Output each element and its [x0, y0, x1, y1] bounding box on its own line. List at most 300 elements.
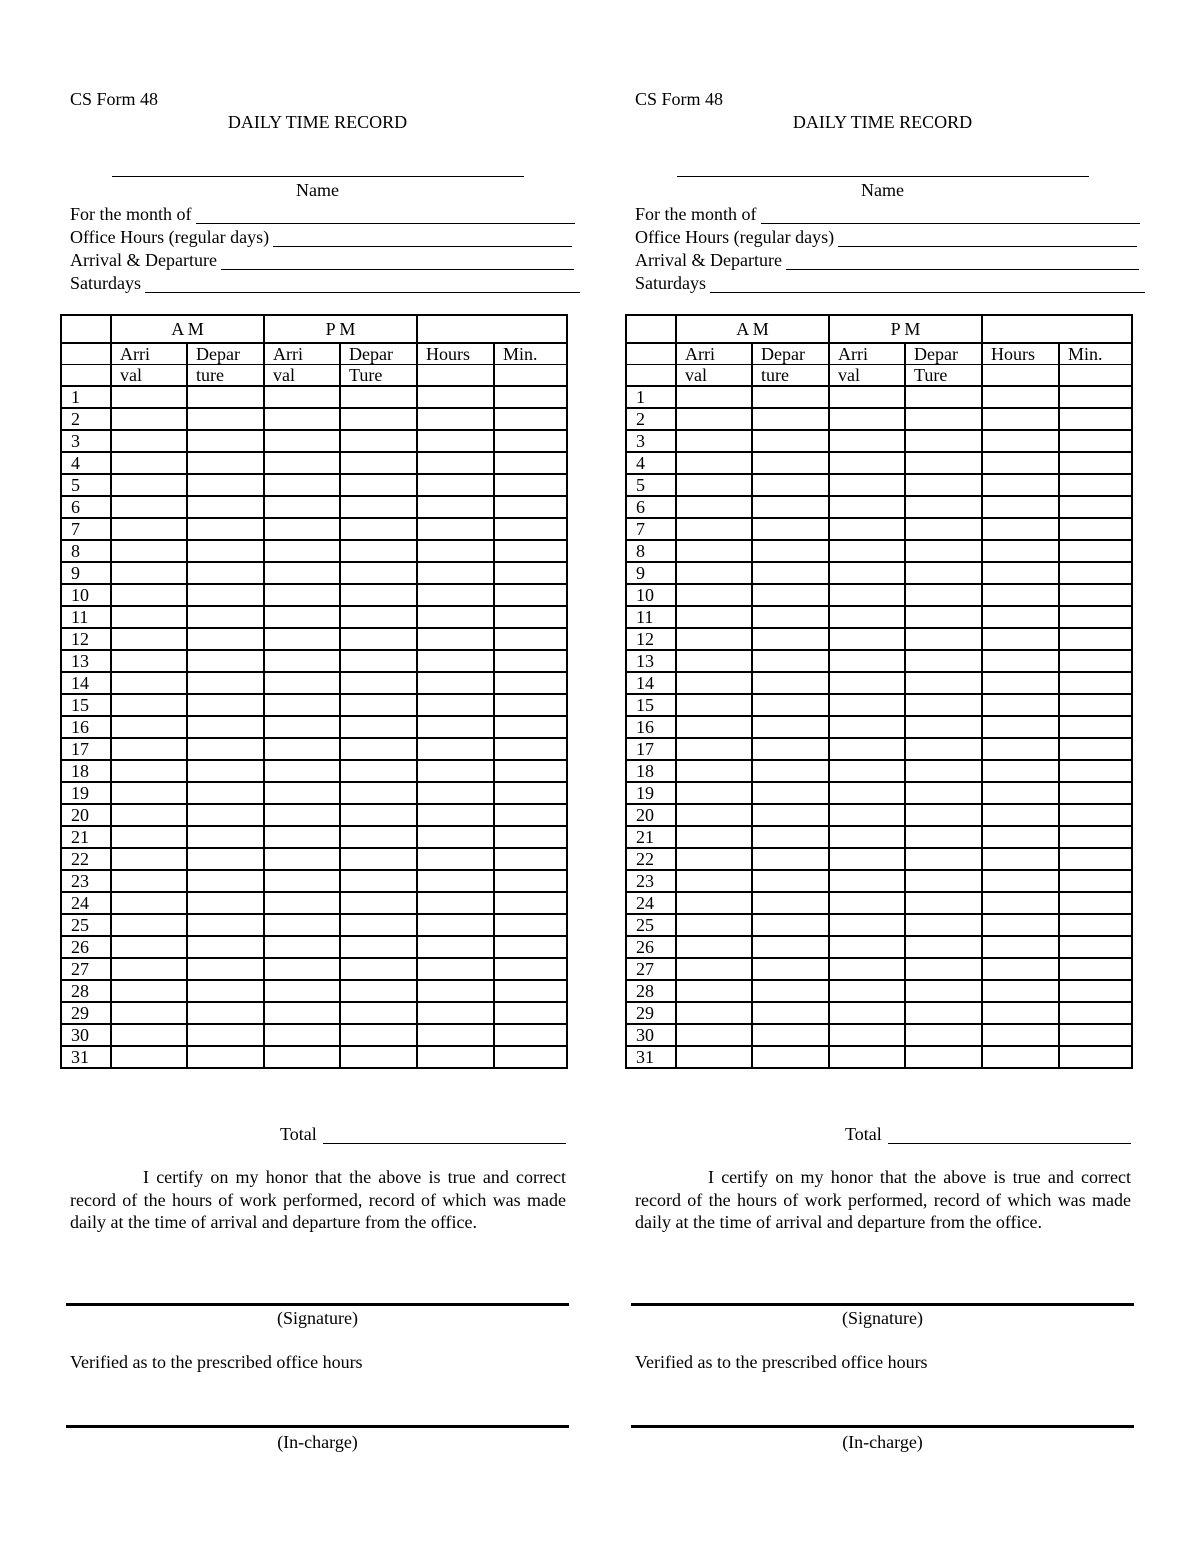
pm-arrival-cell[interactable]	[829, 562, 905, 584]
pm-departure-cell[interactable]	[905, 804, 982, 826]
pm-arrival-cell[interactable]	[829, 1024, 905, 1046]
am-arrival-cell[interactable]	[111, 1024, 187, 1046]
hours-cell[interactable]	[417, 738, 494, 760]
am-arrival-cell[interactable]	[676, 650, 752, 672]
hours-cell[interactable]	[417, 1024, 494, 1046]
pm-arrival-cell[interactable]	[829, 914, 905, 936]
min-cell[interactable]	[1059, 958, 1132, 980]
am-arrival-cell[interactable]	[111, 1046, 187, 1068]
am-arrival-cell[interactable]	[676, 584, 752, 606]
am-arrival-cell[interactable]	[676, 562, 752, 584]
pm-arrival-cell[interactable]	[829, 738, 905, 760]
hours-cell[interactable]	[417, 760, 494, 782]
am-departure-cell[interactable]	[752, 936, 829, 958]
am-departure-cell[interactable]	[187, 518, 264, 540]
min-cell[interactable]	[1059, 848, 1132, 870]
am-departure-cell[interactable]	[752, 782, 829, 804]
pm-arrival-cell[interactable]	[829, 716, 905, 738]
min-cell[interactable]	[494, 606, 567, 628]
pm-arrival-cell[interactable]	[264, 672, 340, 694]
am-departure-cell[interactable]	[187, 672, 264, 694]
min-cell[interactable]	[494, 408, 567, 430]
hours-cell[interactable]	[417, 1046, 494, 1068]
min-cell[interactable]	[1059, 672, 1132, 694]
pm-arrival-cell[interactable]	[264, 716, 340, 738]
hours-cell[interactable]	[982, 1002, 1059, 1024]
am-departure-cell[interactable]	[187, 650, 264, 672]
pm-arrival-cell[interactable]	[829, 980, 905, 1002]
pm-departure-cell[interactable]	[905, 474, 982, 496]
min-cell[interactable]	[494, 870, 567, 892]
pm-arrival-cell[interactable]	[264, 408, 340, 430]
am-arrival-cell[interactable]	[111, 452, 187, 474]
am-departure-cell[interactable]	[752, 804, 829, 826]
am-arrival-cell[interactable]	[676, 1002, 752, 1024]
am-departure-cell[interactable]	[187, 694, 264, 716]
am-arrival-cell[interactable]	[111, 408, 187, 430]
min-cell[interactable]	[1059, 408, 1132, 430]
am-arrival-cell[interactable]	[676, 628, 752, 650]
hours-cell[interactable]	[417, 826, 494, 848]
pm-arrival-cell[interactable]	[264, 496, 340, 518]
pm-arrival-cell[interactable]	[829, 386, 905, 408]
total-input-line[interactable]	[323, 1125, 566, 1144]
in-charge-signature-line[interactable]	[66, 1425, 569, 1428]
pm-departure-cell[interactable]	[340, 650, 417, 672]
pm-arrival-cell[interactable]	[264, 540, 340, 562]
am-departure-cell[interactable]	[187, 980, 264, 1002]
pm-arrival-cell[interactable]	[829, 496, 905, 518]
pm-departure-cell[interactable]	[340, 562, 417, 584]
pm-departure-cell[interactable]	[340, 1046, 417, 1068]
am-arrival-cell[interactable]	[111, 892, 187, 914]
am-arrival-cell[interactable]	[676, 958, 752, 980]
min-cell[interactable]	[1059, 474, 1132, 496]
pm-arrival-cell[interactable]	[829, 1002, 905, 1024]
pm-departure-cell[interactable]	[340, 1024, 417, 1046]
am-departure-cell[interactable]	[752, 518, 829, 540]
arrival-departure-input-line[interactable]	[221, 251, 574, 270]
hours-cell[interactable]	[982, 496, 1059, 518]
hours-cell[interactable]	[417, 892, 494, 914]
am-departure-cell[interactable]	[187, 452, 264, 474]
am-departure-cell[interactable]	[752, 430, 829, 452]
pm-arrival-cell[interactable]	[829, 870, 905, 892]
pm-departure-cell[interactable]	[340, 826, 417, 848]
pm-arrival-cell[interactable]	[829, 892, 905, 914]
min-cell[interactable]	[494, 430, 567, 452]
min-cell[interactable]	[1059, 716, 1132, 738]
am-departure-cell[interactable]	[187, 1024, 264, 1046]
pm-arrival-cell[interactable]	[829, 650, 905, 672]
am-arrival-cell[interactable]	[676, 760, 752, 782]
am-departure-cell[interactable]	[187, 716, 264, 738]
hours-cell[interactable]	[982, 716, 1059, 738]
name-line[interactable]	[677, 176, 1089, 177]
am-arrival-cell[interactable]	[676, 672, 752, 694]
am-arrival-cell[interactable]	[676, 716, 752, 738]
in-charge-signature-line[interactable]	[631, 1425, 1134, 1428]
min-cell[interactable]	[494, 452, 567, 474]
pm-arrival-cell[interactable]	[264, 606, 340, 628]
am-departure-cell[interactable]	[752, 1024, 829, 1046]
am-departure-cell[interactable]	[187, 1002, 264, 1024]
min-cell[interactable]	[1059, 892, 1132, 914]
pm-arrival-cell[interactable]	[829, 628, 905, 650]
min-cell[interactable]	[1059, 496, 1132, 518]
pm-departure-cell[interactable]	[905, 980, 982, 1002]
am-arrival-cell[interactable]	[676, 914, 752, 936]
pm-departure-cell[interactable]	[905, 958, 982, 980]
am-departure-cell[interactable]	[752, 870, 829, 892]
hours-cell[interactable]	[982, 540, 1059, 562]
pm-arrival-cell[interactable]	[264, 430, 340, 452]
am-arrival-cell[interactable]	[111, 650, 187, 672]
saturdays-input-line[interactable]	[710, 274, 1145, 293]
min-cell[interactable]	[494, 496, 567, 518]
min-cell[interactable]	[494, 804, 567, 826]
pm-departure-cell[interactable]	[905, 562, 982, 584]
pm-departure-cell[interactable]	[340, 672, 417, 694]
am-arrival-cell[interactable]	[111, 694, 187, 716]
hours-cell[interactable]	[417, 562, 494, 584]
hours-cell[interactable]	[417, 650, 494, 672]
am-departure-cell[interactable]	[187, 782, 264, 804]
hours-cell[interactable]	[982, 408, 1059, 430]
min-cell[interactable]	[494, 826, 567, 848]
am-arrival-cell[interactable]	[676, 606, 752, 628]
min-cell[interactable]	[1059, 870, 1132, 892]
am-departure-cell[interactable]	[752, 738, 829, 760]
min-cell[interactable]	[1059, 1024, 1132, 1046]
am-departure-cell[interactable]	[187, 562, 264, 584]
min-cell[interactable]	[1059, 936, 1132, 958]
min-cell[interactable]	[494, 562, 567, 584]
min-cell[interactable]	[1059, 694, 1132, 716]
min-cell[interactable]	[1059, 738, 1132, 760]
pm-departure-cell[interactable]	[340, 518, 417, 540]
am-departure-cell[interactable]	[752, 848, 829, 870]
am-departure-cell[interactable]	[187, 430, 264, 452]
min-cell[interactable]	[1059, 782, 1132, 804]
pm-arrival-cell[interactable]	[264, 694, 340, 716]
am-arrival-cell[interactable]	[111, 562, 187, 584]
am-departure-cell[interactable]	[187, 408, 264, 430]
am-arrival-cell[interactable]	[676, 980, 752, 1002]
hours-cell[interactable]	[982, 914, 1059, 936]
min-cell[interactable]	[1059, 606, 1132, 628]
pm-departure-cell[interactable]	[340, 1002, 417, 1024]
hours-cell[interactable]	[417, 452, 494, 474]
hours-cell[interactable]	[982, 826, 1059, 848]
min-cell[interactable]	[494, 1002, 567, 1024]
min-cell[interactable]	[1059, 518, 1132, 540]
am-departure-cell[interactable]	[752, 1002, 829, 1024]
pm-arrival-cell[interactable]	[264, 1046, 340, 1068]
hours-cell[interactable]	[982, 958, 1059, 980]
pm-departure-cell[interactable]	[905, 672, 982, 694]
min-cell[interactable]	[1059, 386, 1132, 408]
pm-arrival-cell[interactable]	[264, 760, 340, 782]
hours-cell[interactable]	[417, 958, 494, 980]
am-departure-cell[interactable]	[752, 980, 829, 1002]
am-arrival-cell[interactable]	[111, 518, 187, 540]
pm-departure-cell[interactable]	[905, 408, 982, 430]
hours-cell[interactable]	[982, 980, 1059, 1002]
pm-departure-cell[interactable]	[340, 540, 417, 562]
hours-cell[interactable]	[982, 1046, 1059, 1068]
pm-departure-cell[interactable]	[340, 760, 417, 782]
am-arrival-cell[interactable]	[676, 738, 752, 760]
pm-arrival-cell[interactable]	[264, 738, 340, 760]
am-departure-cell[interactable]	[187, 606, 264, 628]
min-cell[interactable]	[494, 738, 567, 760]
am-arrival-cell[interactable]	[111, 606, 187, 628]
pm-arrival-cell[interactable]	[264, 980, 340, 1002]
am-arrival-cell[interactable]	[111, 672, 187, 694]
pm-arrival-cell[interactable]	[829, 936, 905, 958]
hours-cell[interactable]	[982, 760, 1059, 782]
am-arrival-cell[interactable]	[111, 584, 187, 606]
pm-departure-cell[interactable]	[340, 694, 417, 716]
pm-arrival-cell[interactable]	[264, 474, 340, 496]
min-cell[interactable]	[1059, 804, 1132, 826]
hours-cell[interactable]	[417, 496, 494, 518]
pm-departure-cell[interactable]	[905, 584, 982, 606]
pm-arrival-cell[interactable]	[264, 562, 340, 584]
pm-arrival-cell[interactable]	[264, 782, 340, 804]
hours-cell[interactable]	[982, 694, 1059, 716]
am-arrival-cell[interactable]	[111, 496, 187, 518]
am-departure-cell[interactable]	[752, 386, 829, 408]
saturdays-input-line[interactable]	[145, 274, 580, 293]
am-departure-cell[interactable]	[752, 958, 829, 980]
min-cell[interactable]	[1059, 826, 1132, 848]
hours-cell[interactable]	[982, 782, 1059, 804]
pm-departure-cell[interactable]	[905, 650, 982, 672]
min-cell[interactable]	[494, 914, 567, 936]
am-departure-cell[interactable]	[752, 672, 829, 694]
pm-departure-cell[interactable]	[905, 870, 982, 892]
am-departure-cell[interactable]	[752, 914, 829, 936]
pm-departure-cell[interactable]	[905, 1024, 982, 1046]
min-cell[interactable]	[1059, 1046, 1132, 1068]
am-departure-cell[interactable]	[187, 1046, 264, 1068]
hours-cell[interactable]	[982, 386, 1059, 408]
am-departure-cell[interactable]	[187, 936, 264, 958]
min-cell[interactable]	[494, 386, 567, 408]
pm-departure-cell[interactable]	[905, 386, 982, 408]
total-input-line[interactable]	[888, 1125, 1131, 1144]
hours-cell[interactable]	[982, 848, 1059, 870]
pm-arrival-cell[interactable]	[829, 1046, 905, 1068]
hours-cell[interactable]	[417, 518, 494, 540]
pm-arrival-cell[interactable]	[264, 1002, 340, 1024]
hours-cell[interactable]	[417, 408, 494, 430]
pm-arrival-cell[interactable]	[829, 408, 905, 430]
hours-cell[interactable]	[417, 870, 494, 892]
am-departure-cell[interactable]	[187, 848, 264, 870]
am-departure-cell[interactable]	[187, 738, 264, 760]
hours-cell[interactable]	[417, 980, 494, 1002]
pm-arrival-cell[interactable]	[264, 1024, 340, 1046]
hours-cell[interactable]	[417, 694, 494, 716]
pm-arrival-cell[interactable]	[829, 540, 905, 562]
hours-cell[interactable]	[982, 672, 1059, 694]
am-departure-cell[interactable]	[187, 958, 264, 980]
hours-cell[interactable]	[417, 474, 494, 496]
pm-arrival-cell[interactable]	[829, 804, 905, 826]
pm-departure-cell[interactable]	[340, 584, 417, 606]
am-departure-cell[interactable]	[752, 694, 829, 716]
pm-departure-cell[interactable]	[905, 694, 982, 716]
pm-arrival-cell[interactable]	[264, 584, 340, 606]
pm-arrival-cell[interactable]	[264, 848, 340, 870]
office-hours-input-line[interactable]	[273, 228, 572, 247]
hours-cell[interactable]	[982, 870, 1059, 892]
am-arrival-cell[interactable]	[111, 980, 187, 1002]
am-arrival-cell[interactable]	[111, 386, 187, 408]
hours-cell[interactable]	[982, 738, 1059, 760]
hours-cell[interactable]	[417, 540, 494, 562]
am-arrival-cell[interactable]	[111, 1002, 187, 1024]
min-cell[interactable]	[494, 584, 567, 606]
am-arrival-cell[interactable]	[111, 738, 187, 760]
am-departure-cell[interactable]	[752, 562, 829, 584]
am-departure-cell[interactable]	[752, 1046, 829, 1068]
min-cell[interactable]	[494, 892, 567, 914]
pm-arrival-cell[interactable]	[264, 914, 340, 936]
hours-cell[interactable]	[982, 430, 1059, 452]
pm-arrival-cell[interactable]	[829, 826, 905, 848]
am-arrival-cell[interactable]	[676, 936, 752, 958]
pm-arrival-cell[interactable]	[829, 584, 905, 606]
hours-cell[interactable]	[982, 892, 1059, 914]
min-cell[interactable]	[1059, 650, 1132, 672]
am-arrival-cell[interactable]	[111, 474, 187, 496]
min-cell[interactable]	[494, 936, 567, 958]
pm-arrival-cell[interactable]	[829, 760, 905, 782]
pm-arrival-cell[interactable]	[264, 386, 340, 408]
am-departure-cell[interactable]	[187, 540, 264, 562]
pm-departure-cell[interactable]	[340, 386, 417, 408]
pm-departure-cell[interactable]	[905, 914, 982, 936]
pm-departure-cell[interactable]	[340, 496, 417, 518]
am-arrival-cell[interactable]	[676, 1046, 752, 1068]
am-departure-cell[interactable]	[752, 452, 829, 474]
pm-arrival-cell[interactable]	[829, 694, 905, 716]
pm-departure-cell[interactable]	[340, 980, 417, 1002]
am-departure-cell[interactable]	[752, 628, 829, 650]
pm-departure-cell[interactable]	[905, 1046, 982, 1068]
pm-departure-cell[interactable]	[905, 1002, 982, 1024]
am-departure-cell[interactable]	[187, 496, 264, 518]
am-departure-cell[interactable]	[752, 892, 829, 914]
pm-departure-cell[interactable]	[340, 782, 417, 804]
pm-arrival-cell[interactable]	[829, 518, 905, 540]
pm-departure-cell[interactable]	[340, 958, 417, 980]
pm-arrival-cell[interactable]	[264, 452, 340, 474]
pm-arrival-cell[interactable]	[264, 628, 340, 650]
am-departure-cell[interactable]	[187, 826, 264, 848]
pm-arrival-cell[interactable]	[264, 826, 340, 848]
am-arrival-cell[interactable]	[676, 826, 752, 848]
pm-departure-cell[interactable]	[905, 826, 982, 848]
hours-cell[interactable]	[417, 628, 494, 650]
pm-departure-cell[interactable]	[340, 892, 417, 914]
hours-cell[interactable]	[417, 1002, 494, 1024]
am-departure-cell[interactable]	[752, 716, 829, 738]
hours-cell[interactable]	[982, 562, 1059, 584]
am-departure-cell[interactable]	[187, 386, 264, 408]
am-departure-cell[interactable]	[187, 474, 264, 496]
am-arrival-cell[interactable]	[676, 474, 752, 496]
pm-departure-cell[interactable]	[905, 540, 982, 562]
min-cell[interactable]	[494, 760, 567, 782]
am-arrival-cell[interactable]	[676, 386, 752, 408]
min-cell[interactable]	[1059, 584, 1132, 606]
min-cell[interactable]	[1059, 628, 1132, 650]
am-departure-cell[interactable]	[752, 474, 829, 496]
pm-departure-cell[interactable]	[905, 430, 982, 452]
hours-cell[interactable]	[417, 848, 494, 870]
pm-arrival-cell[interactable]	[829, 672, 905, 694]
pm-departure-cell[interactable]	[905, 606, 982, 628]
pm-departure-cell[interactable]	[340, 408, 417, 430]
am-arrival-cell[interactable]	[676, 892, 752, 914]
am-arrival-cell[interactable]	[111, 848, 187, 870]
office-hours-input-line[interactable]	[838, 228, 1137, 247]
hours-cell[interactable]	[982, 452, 1059, 474]
am-departure-cell[interactable]	[752, 826, 829, 848]
pm-arrival-cell[interactable]	[264, 804, 340, 826]
min-cell[interactable]	[494, 474, 567, 496]
min-cell[interactable]	[494, 672, 567, 694]
min-cell[interactable]	[494, 540, 567, 562]
min-cell[interactable]	[1059, 760, 1132, 782]
pm-departure-cell[interactable]	[340, 870, 417, 892]
pm-departure-cell[interactable]	[340, 430, 417, 452]
min-cell[interactable]	[1059, 452, 1132, 474]
month-input-line[interactable]	[761, 205, 1141, 224]
pm-arrival-cell[interactable]	[829, 606, 905, 628]
am-arrival-cell[interactable]	[111, 540, 187, 562]
pm-arrival-cell[interactable]	[829, 782, 905, 804]
hours-cell[interactable]	[417, 804, 494, 826]
pm-departure-cell[interactable]	[340, 936, 417, 958]
pm-departure-cell[interactable]	[340, 848, 417, 870]
arrival-departure-input-line[interactable]	[786, 251, 1139, 270]
hours-cell[interactable]	[417, 782, 494, 804]
min-cell[interactable]	[1059, 914, 1132, 936]
min-cell[interactable]	[494, 1046, 567, 1068]
hours-cell[interactable]	[982, 606, 1059, 628]
pm-departure-cell[interactable]	[905, 518, 982, 540]
am-arrival-cell[interactable]	[676, 518, 752, 540]
pm-departure-cell[interactable]	[340, 474, 417, 496]
min-cell[interactable]	[1059, 980, 1132, 1002]
hours-cell[interactable]	[982, 628, 1059, 650]
hours-cell[interactable]	[982, 650, 1059, 672]
am-arrival-cell[interactable]	[111, 936, 187, 958]
am-departure-cell[interactable]	[752, 584, 829, 606]
am-departure-cell[interactable]	[187, 870, 264, 892]
hours-cell[interactable]	[417, 672, 494, 694]
min-cell[interactable]	[494, 980, 567, 1002]
hours-cell[interactable]	[982, 584, 1059, 606]
am-arrival-cell[interactable]	[111, 826, 187, 848]
am-departure-cell[interactable]	[752, 606, 829, 628]
